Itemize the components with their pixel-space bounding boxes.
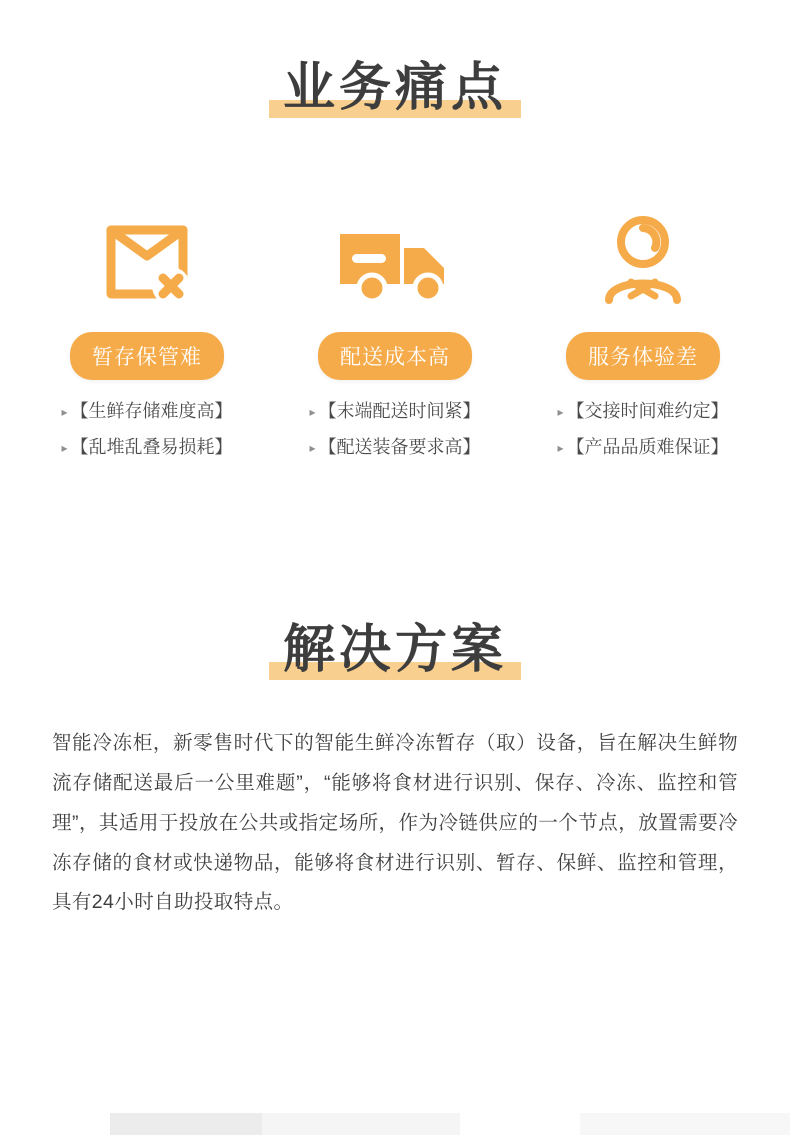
painpoint-label-service: 服务体验差 <box>566 332 720 380</box>
document-page <box>0 59 790 1135</box>
list-item <box>23 438 271 458</box>
painpoints-title-text: 业务痛点 <box>282 59 507 117</box>
list-item-label: 【产品品质难保证】 <box>566 436 729 457</box>
broken-box-icon <box>23 210 271 314</box>
strip-segment <box>262 1113 460 1135</box>
bullet-arrow-icon: ▸ <box>61 440 68 455</box>
solution-title-text: 解决方案 <box>282 620 507 679</box>
list-item <box>519 438 767 458</box>
solution-title-block <box>0 620 790 679</box>
list-item-label: 【乱堆乱叠易损耗】 <box>70 436 233 457</box>
strip-segment <box>460 1113 580 1135</box>
solution-title <box>277 620 513 679</box>
painpoint-column-service <box>519 210 767 474</box>
bullet-arrow-icon: ▸ <box>309 440 316 455</box>
painpoint-column-delivery <box>271 210 519 474</box>
list-item-label: 【生鲜存储难度高】 <box>70 401 233 421</box>
painpoint-column-storage <box>23 210 271 474</box>
delivery-truck-icon <box>271 210 519 314</box>
list-item-label: 【交接时间难约定】 <box>566 401 729 421</box>
painpoints-title-block <box>0 59 790 117</box>
bullet-arrow-icon: ▸ <box>557 404 564 419</box>
bottom-image-strip <box>0 1113 790 1135</box>
bullet-arrow-icon: ▸ <box>61 404 68 419</box>
bullet-arrow-icon: ▸ <box>309 404 316 419</box>
list-item <box>271 402 519 422</box>
list-item <box>519 402 767 422</box>
list-item <box>271 438 519 458</box>
solution-paragraph: 智能冷冻柜，新零售时代下的智能生鲜冷冻暂存（取）设备，旨在解决生鲜物流存储配送最后一公里难题”，“能够将食材进行识别、保存、冷冻、监控和管理”，其适用于投放在公共或指定场所，作为冷链供应的一个节点，放置需要冷冻存储的食材或快递物品，能够将食材进行识别、暂存、保鲜、监控和管理，具有24小时自助投取特点。 <box>52 731 738 914</box>
painpoint-label-delivery: 配送成本高 <box>318 332 472 380</box>
painpoints-title <box>277 59 513 117</box>
list-item <box>23 402 271 422</box>
list-item-label: 【配送装备要求高】 <box>318 436 481 457</box>
painpoint-list-storage <box>23 402 271 458</box>
strip-segment <box>0 1113 110 1135</box>
painpoints-columns <box>0 210 790 474</box>
unsatisfied-person-icon <box>519 210 767 314</box>
bullet-arrow-icon: ▸ <box>557 440 564 455</box>
solution-section <box>0 620 790 924</box>
painpoint-list-delivery <box>271 402 519 458</box>
strip-segment <box>110 1113 262 1135</box>
list-item-label: 【末端配送时间紧】 <box>318 401 481 421</box>
painpoint-list-service <box>519 402 767 458</box>
painpoint-label-storage: 暂存保管难 <box>70 332 224 380</box>
strip-segment <box>580 1113 790 1135</box>
